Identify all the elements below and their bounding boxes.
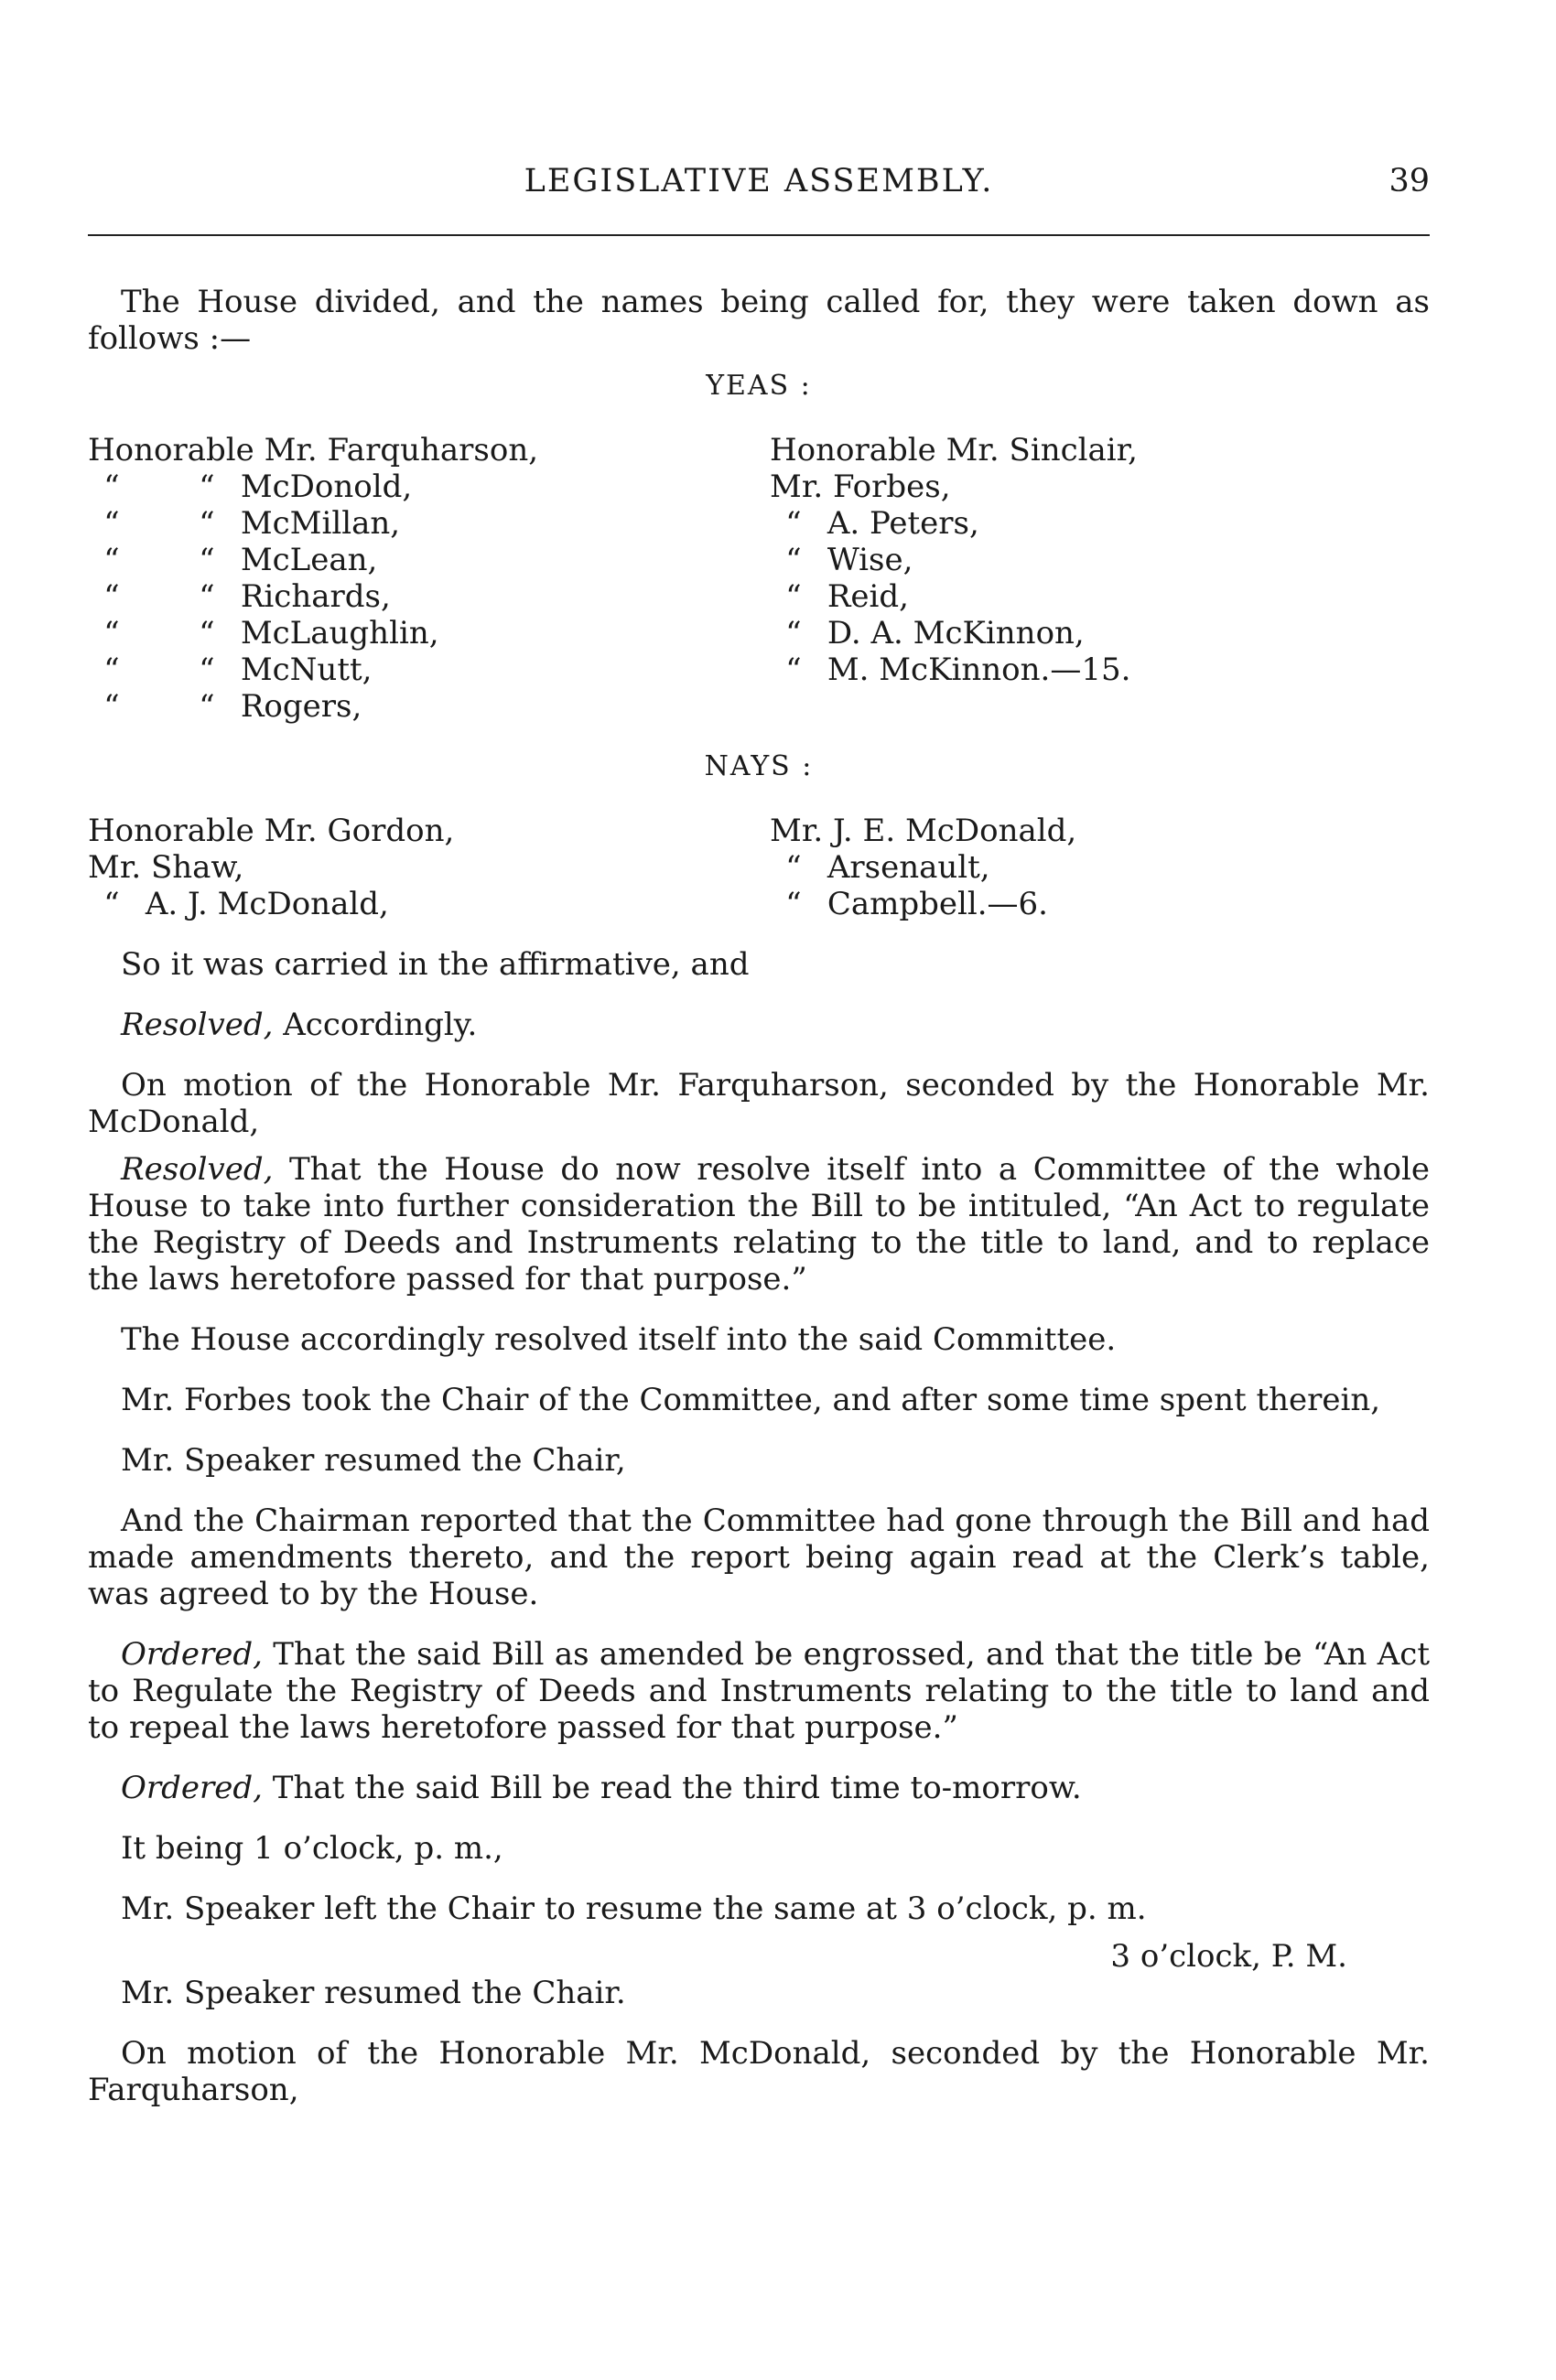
body-text <box>88 284 1430 2132</box>
resolved-accordingly: Resolved, Accordingly. <box>121 1007 478 1043</box>
nays-list <box>88 813 1430 922</box>
ordered-engrossed-paragraph: Ordered, That the said Bill as amended be engrossed, and that the title be “An Act to Regulate the Registry of Deeds and Instruments relating to the title to land and to repeal the laws heretofore passed for that purpose.” <box>88 1636 1430 1746</box>
three-oclock-time: 3 o’clock, P. M. <box>1110 1938 1347 1975</box>
yea-name: “ “ Rogers, <box>103 688 362 725</box>
yea-name: “ D. A. McKinnon, <box>785 615 1085 652</box>
header-rule <box>88 234 1430 236</box>
yeas-heading: YEAS : <box>706 370 812 402</box>
yeas-right-column <box>770 432 1430 725</box>
yea-name: “ Wise, <box>785 542 913 578</box>
yea-name: “ A. Peters, <box>785 505 979 542</box>
nay-name: “ A. J. McDonald, <box>103 886 389 922</box>
yea-name: Honorable Mr. Sinclair, <box>770 432 1138 468</box>
yea-name: “ M. McKinnon.—15. <box>785 652 1131 688</box>
yea-name: Mr. Forbes, <box>770 468 951 505</box>
nay-name: Honorable Mr. Gordon, <box>88 813 455 849</box>
yeas-list <box>88 432 1430 725</box>
speaker-left-paragraph: Mr. Speaker left the Chair to resume the same at 3 o’clock, p. m. <box>121 1890 1147 1927</box>
nay-name: Mr. Shaw, <box>88 849 244 886</box>
yea-name: “ “ McLean, <box>103 542 378 578</box>
speaker-resumed-paragraph: Mr. Speaker resumed the Chair, <box>121 1442 626 1479</box>
yea-name: “ “ McDonold, <box>103 468 413 505</box>
yea-name: “ Reid, <box>785 578 909 615</box>
yea-name: “ “ McLaughlin, <box>103 615 439 652</box>
page-number: 39 <box>1389 163 1430 199</box>
resolved-committee-paragraph: Resolved, That the House do now resolve itself into a Committee of the whole House to take into further consideration the Bill to be intituled, “An Act to regulate the Registry of Deeds and Instruments relating to the title to land, and to replace the laws heretofore passed for that purpose.” <box>88 1151 1430 1298</box>
division-intro: The House divided, and the names being called for, they were taken down as follows :— <box>88 284 1430 357</box>
yea-name: Honorable Mr. Farquharson, <box>88 432 539 468</box>
speaker-resumed-paragraph-2: Mr. Speaker resumed the Chair. <box>121 1975 626 2011</box>
page-header <box>88 137 1430 203</box>
nays-left-column <box>88 813 770 922</box>
document-page <box>88 137 1430 2108</box>
chairman-reported-paragraph: And the Chairman reported that the Committee had gone through the Bill and had made amendments thereto, and the report being again read at the Clerk’s table, was agreed to by the House. <box>88 1502 1430 1612</box>
nays-heading: NAYS : <box>704 750 814 782</box>
carried-paragraph: So it was carried in the affirmative, and <box>121 946 750 983</box>
ordered-third-reading-paragraph: Ordered, That the said Bill be read the third time to-morrow. <box>121 1770 1082 1806</box>
nay-name: “ Campbell.—6. <box>785 886 1048 922</box>
nay-name: Mr. J. E. McDonald, <box>770 813 1077 849</box>
nays-right-column <box>770 813 1430 922</box>
yea-name: “ “ McMillan, <box>103 505 401 542</box>
house-resolved-paragraph: The House accordingly resolved itself into the said Committee. <box>121 1321 1117 1358</box>
one-oclock-paragraph: It being 1 o’clock, p. m., <box>121 1830 503 1867</box>
motion-paragraph-2: On motion of the Honorable Mr. McDonald, seconded by the Honorable Mr. Farquharson, <box>88 2035 1430 2108</box>
motion-paragraph: On motion of the Honorable Mr. Farquharson, seconded by the Honorable Mr. McDonald, <box>88 1067 1430 1140</box>
yeas-left-column <box>88 432 770 725</box>
yea-name: “ “ McNutt, <box>103 652 373 688</box>
yea-name: “ “ Richards, <box>103 578 391 615</box>
running-head: LEGISLATIVE ASSEMBLY. <box>524 163 994 199</box>
nay-name: “ Arsenault, <box>785 849 990 886</box>
forbes-chair-paragraph: Mr. Forbes took the Chair of the Committee, and after some time spent therein, <box>121 1382 1381 1418</box>
